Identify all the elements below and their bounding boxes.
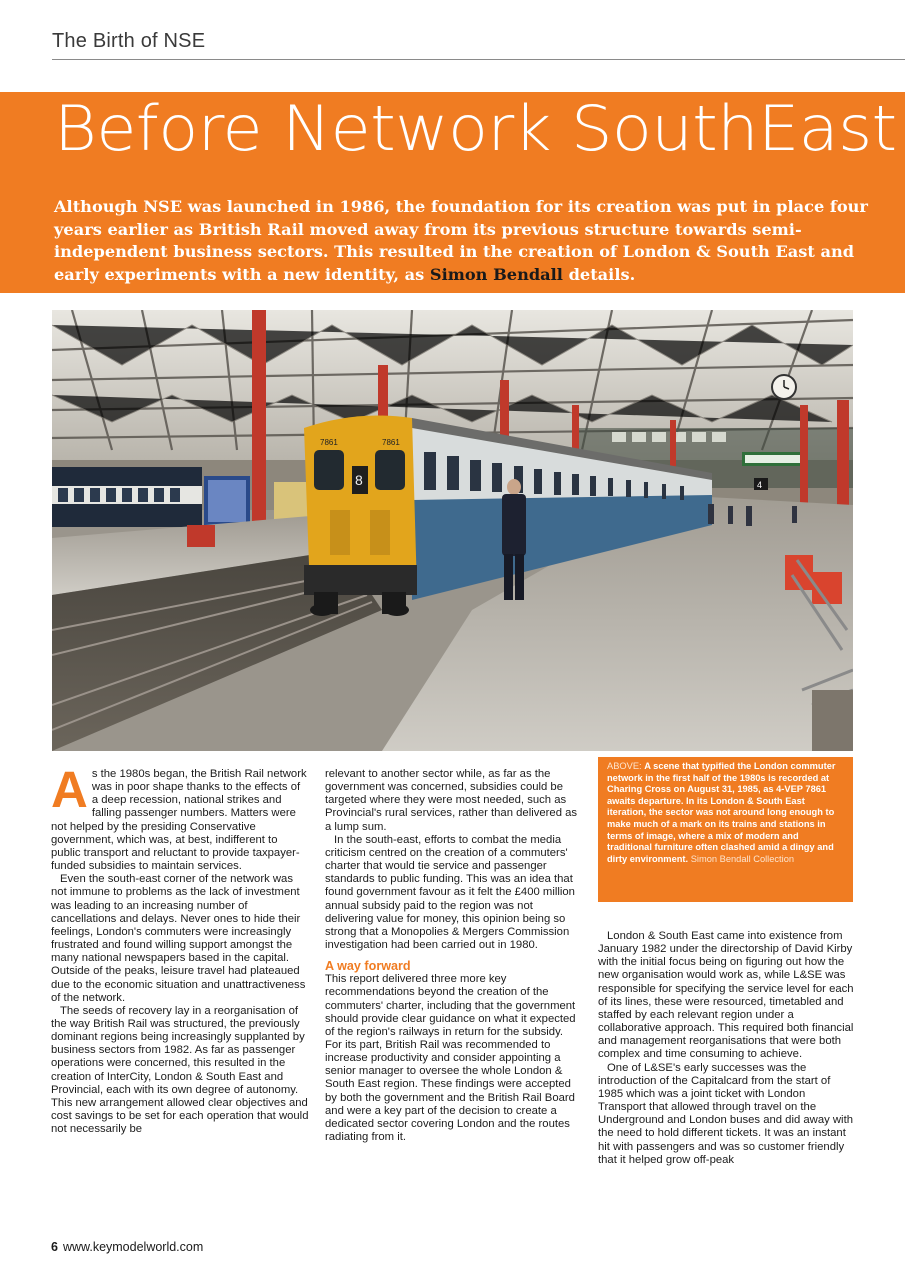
article-column-2 bbox=[325, 768, 583, 1144]
paragraph: London & South East came into existence from January 1982 under the directorship of David Kirby with the initial focus being on figuring out how the new organisation would work as, while L&SE was responsible for specifying the service level for each of its lines, these were resourced, timetabled and staffed by each relevant region under a collaborative approach. This required both financial and management reorganisations that were both complex and time consuming to achieve. bbox=[598, 930, 854, 1061]
article-column-1 bbox=[51, 761, 309, 1136]
caption-lead: ABOVE: bbox=[607, 761, 645, 771]
paragraph: One of L&SE's early successes was the introduction of the Capitalcard from the start of 1985 which was a joint ticket with London Transport that allowed through travel on the Underground and London buses and did away with the need to hold different tickets. It was an instant hit with passengers and was so customer friendly that it helped grow off-peak bbox=[598, 1061, 853, 1166]
drop-cap: A bbox=[51, 761, 88, 818]
photo-credit: Simon Bendall Collection bbox=[688, 853, 795, 864]
unit-number-left: 7861 bbox=[320, 438, 338, 447]
article-column-3 bbox=[598, 930, 856, 1167]
platform-number-sign: 4 bbox=[757, 480, 763, 490]
caption-text: A scene that typified the London commuter network in the first half of the 1980s is recorded at Charing Cross on August 31, 1985, as 4-VEP 7861 awaits departure. In its London & South East iteration, the sector was not around long enough to make much of a mark on its trains and stations in terms of image, where a mix of modern and traditional furniture often clashed amid a dingy and dirty environment. bbox=[607, 761, 836, 864]
paragraph: Even the south-east corner of the network was not immune to problems as the lack of investment was leading to an increasing number of cancellations and delays. Never ones to hide their feelings, London's commuters were increasingly frustrated and found willing support amongst the many national newspapers based in the capital. Outside of the peaks, leisure travel had plateaued due to the economic situation and unattractiveness of the network. bbox=[51, 873, 306, 1004]
paragraph: In the south-east, efforts to combat the media criticism centred on the creation of a commuters' charter that would tie service and passenger standards to public funding. This was an idea that found government favour as it felt the £400 million annual subsidy paid to the region was not delivering value for money, this opinion being so strong that a Monopolies & Mergers Commission investigation had been carried out in 1980. bbox=[325, 833, 575, 952]
page-number: 6 bbox=[51, 1240, 58, 1254]
header-divider bbox=[52, 59, 905, 60]
section-header: The Birth of NSE bbox=[52, 30, 206, 52]
unit-number-right: 7861 bbox=[382, 438, 400, 447]
article-headline: Before Network SouthEast bbox=[54, 92, 897, 165]
paragraph: relevant to another sector while, as far as the government was concerned, subsidies could be targeted where they were most needed, such as Provincial's rural services, rather than delivered as a lump sum. bbox=[325, 768, 578, 833]
paragraph: This report delivered three more key recommendations beyond the creation of the commuters' charter, including that the government should provide clear guidance on what it expected of the region's railways in return for the subsidy. For its part, British Rail was recommended to increase productivity and consider appointing a senior manager to oversee the whole London & South East region. These findings were accepted by both the government and the British Rail Board and were a key part of the decision to create a dedicated sector covering London and the routes radiating from it. bbox=[325, 973, 576, 1144]
subheading: A way forward bbox=[325, 959, 411, 974]
paragraph: The seeds of recovery lay in a reorganisation of the way British Rail was structured, the previously dominant regions being increasingly supplanted by business sectors from 1982. As far as passenger operations were concerned, this resulted in the creation of InterCity, London & South East and Provincial, each with its own degree of autonomy. This new arrangement allowed clear objectives and cost savings to be set for each operation that would not necessarily be bbox=[51, 1004, 309, 1136]
standfirst bbox=[54, 196, 869, 286]
paragraph: s the 1980s began, the British Rail network was in poor shape thanks to the effects of a deep recession, national strikes and falling passenger numbers. Matters were not helped by the presiding Conservative government, which was, at best, indifferent to public transport and reluctant to provide taxpayer-funded subsidies to maintain services. bbox=[51, 768, 307, 873]
title-banner bbox=[0, 92, 905, 293]
headcode-number: 8 bbox=[355, 472, 363, 488]
standfirst-text: Although NSE was launched in 1986, the foundation for its creation was put in place four years earlier as British Rail moved away from its previous structure towards semi-independent business sectors. This resulted in the creation of London & South East and early experiments with a new identity, as bbox=[54, 197, 868, 284]
photo-caption bbox=[598, 757, 853, 902]
page-footer bbox=[51, 1240, 203, 1254]
author-name: Simon Bendall bbox=[429, 264, 563, 284]
main-photo bbox=[52, 310, 853, 751]
standfirst-suffix: details. bbox=[562, 264, 636, 284]
website-url: www.keymodelworld.com bbox=[62, 1240, 204, 1254]
